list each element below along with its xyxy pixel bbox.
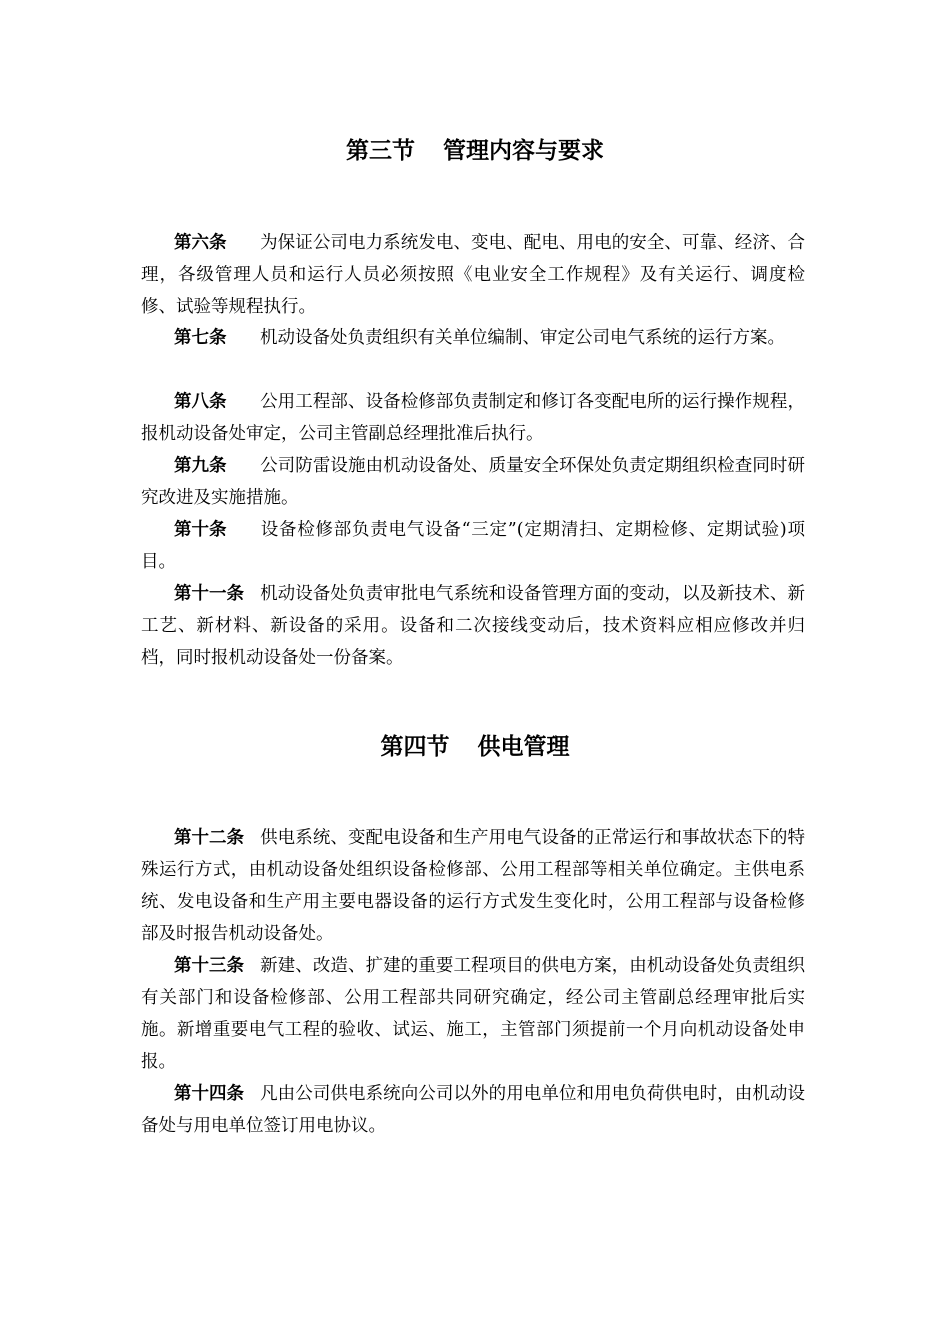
article-paragraph — [141, 822, 805, 950]
section-title: 供电管理 — [477, 734, 570, 760]
section-title: 管理内容与要求 — [443, 138, 604, 164]
article-text: 机动设备处负责组织有关单位编制、审定公司电气系统的运行方案。 — [260, 328, 785, 348]
article-label: 第八条 — [174, 392, 227, 412]
article-paragraph — [141, 1078, 805, 1142]
article-text: 新建、改造、扩建的重要工程项目的供电方案，由机动设备处负责组织有关部门和设备检修部、公用工程部共同研究确定，经公司主管副总经理审批后实施。新增重要电气工程的验收、试运、施工，主管部门须提前一个月向机动设备处申报。 — [141, 956, 805, 1072]
article-text: 凡由公司供电系统向公司以外的用电单位和用电负荷供电时，由机动设备处与用电单位签订用电协议。 — [141, 1084, 805, 1136]
article-label: 第七条 — [174, 328, 227, 348]
article-text: 公司防雷设施由机动设备处、质量安全环保处负责定期组织检查同时研究改进及实施措施。 — [141, 456, 805, 508]
section-number: 第三节 — [346, 138, 415, 164]
section-number: 第四节 — [380, 734, 450, 760]
section-heading — [0, 136, 950, 166]
article-paragraph — [141, 950, 805, 1078]
article-label: 第十条 — [174, 520, 227, 540]
article-paragraph — [141, 450, 805, 514]
article-paragraph — [141, 386, 805, 450]
article-label: 第六条 — [174, 233, 227, 253]
article-text: 公用工程部、设备检修部负责制定和修订各变配电所的运行操作规程，报机动设备处审定，公司主管副总经理批准后执行。 — [141, 392, 805, 444]
article-paragraph — [141, 578, 805, 674]
article-text: 机动设备处负责审批电气系统和设备管理方面的变动，以及新技术、新工艺、新材料、新设备的采用。设备和二次接线变动后，技术资料应相应修改并归档，同时报机动设备处一份备案。 — [141, 584, 805, 668]
article-text: 供电系统、变配电设备和生产用电气设备的正常运行和事故状态下的特殊运行方式，由机动设备处组织设备检修部、公用工程部等相关单位确定。主供电系统、发电设备和生产用主要电器设备的运行方式发生变化时，公用工程部与设备检修部及时报告机动设备处。 — [141, 828, 805, 944]
article-paragraph — [141, 514, 805, 578]
article-label: 第十二条 — [174, 828, 244, 848]
article-text: 为保证公司电力系统发电、变电、配电、用电的安全、可靠、经济、合理，各级管理人员和运行人员必须按照《电业安全工作规程》及有关运行、调度检修、试验等规程执行。 — [141, 233, 805, 317]
article-paragraph — [141, 227, 805, 323]
article-paragraph — [141, 322, 805, 354]
article-label: 第十一条 — [174, 584, 244, 604]
article-text: 设备检修部负责电气设备“三定”(定期清扫、定期检修、定期试验)项目。 — [141, 520, 805, 572]
section-heading — [0, 732, 950, 762]
article-label: 第九条 — [174, 456, 227, 476]
article-label: 第十四条 — [174, 1084, 244, 1104]
article-label: 第十三条 — [174, 956, 244, 976]
